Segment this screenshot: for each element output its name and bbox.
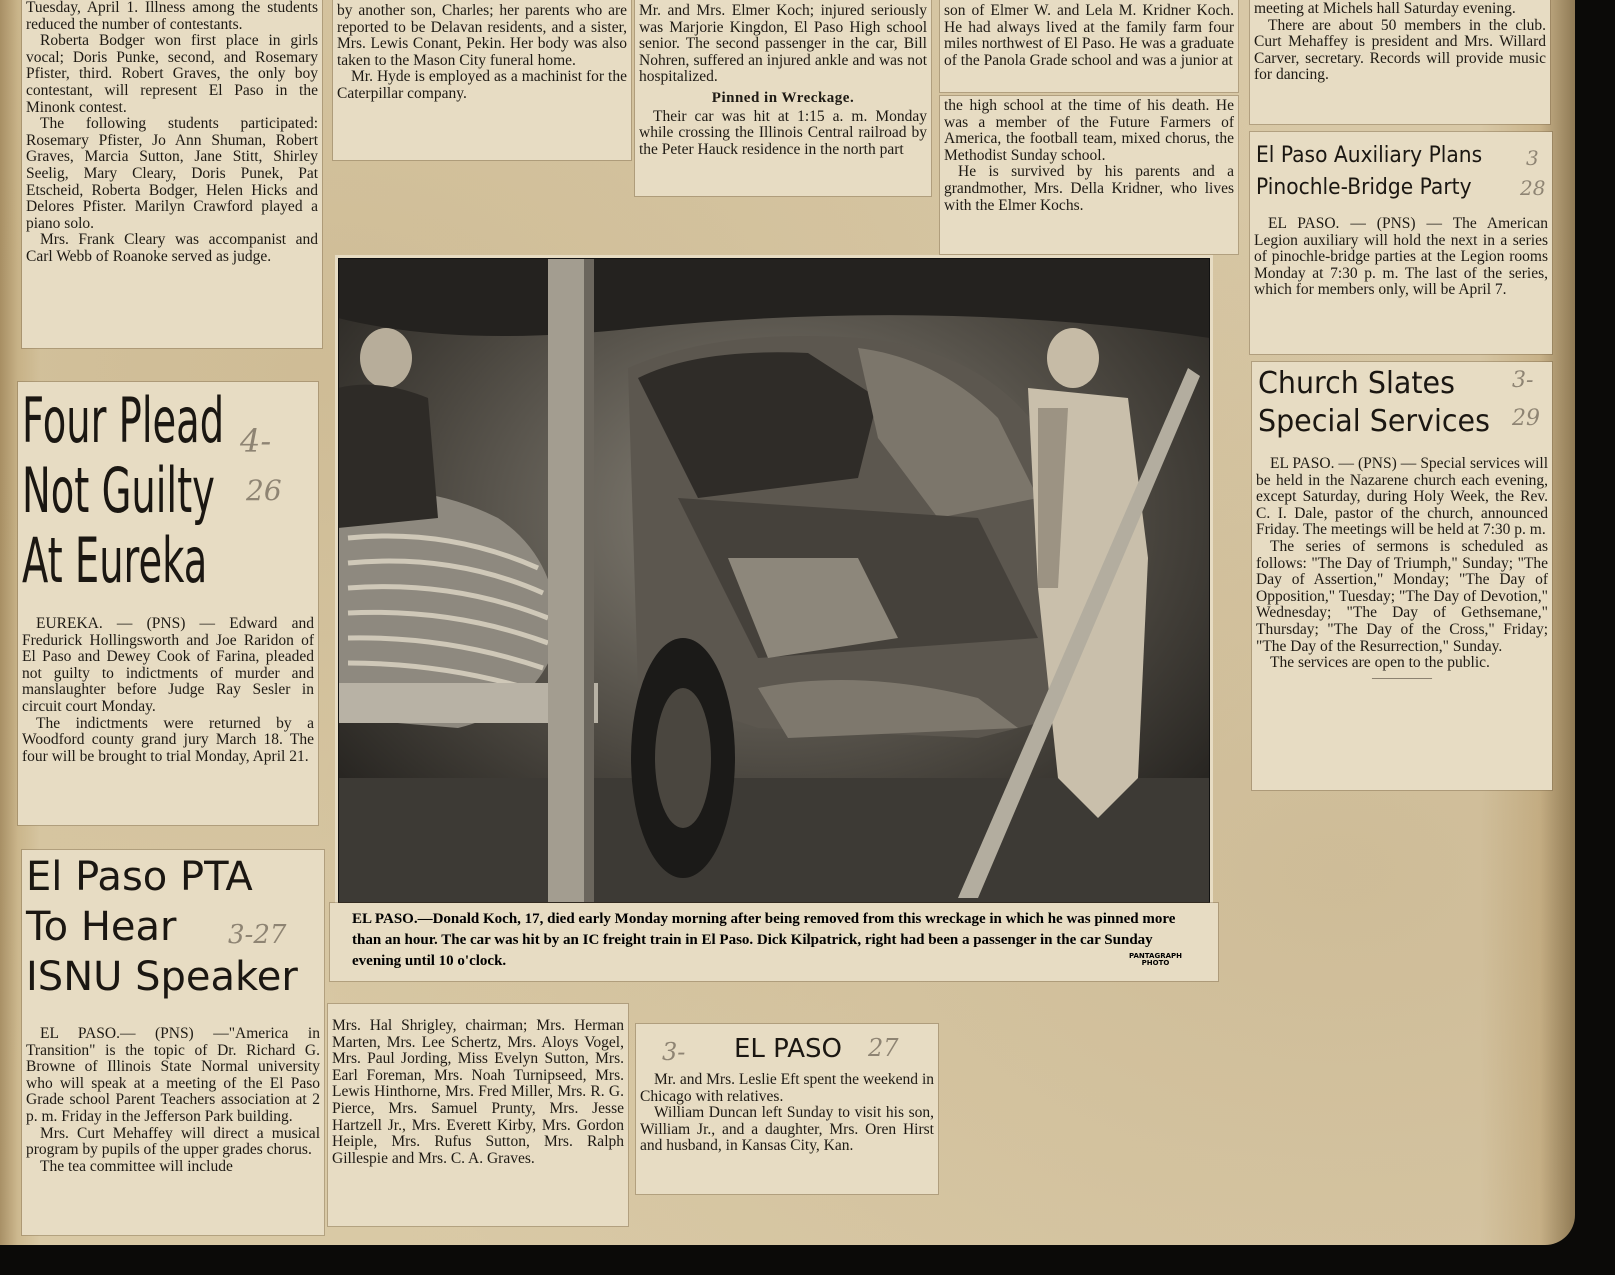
four-plead-body-2: The indictments were returned by a Woodford county grand jury March 18. The four will be brought to trial Monday, April 21. (22, 714, 314, 765)
four-plead-dateline: EUREKA. — (PNS) — (36, 615, 216, 632)
contest-participants: The following students participated: Rosemary Pfister, Jo Ann Shuman, Robert Graves, Marcia Sutton, Jane Stitt, Shirley Seelig, Mary Cleary, Doris Punek, Pat Etscheid, Roberta Bodger, Helen Hicks and Delores Pfister. Marilyn Crawford played a piano solo. (26, 115, 318, 232)
pta-headline-3: ISNU Speaker (26, 954, 298, 1000)
koch-obituary-clipping-top (940, 0, 1238, 92)
contest-results-clipping (22, 0, 322, 348)
pta-date-note: 3-27 (228, 920, 287, 950)
pinned-in-wreckage-subhead: Pinned in Wreckage. (711, 89, 855, 106)
el-paso-brief-date-note-2: 27 (868, 1034, 899, 1062)
wreck-story-body-1: Mr. and Mrs. Elmer Koch; injured seriously was Marjorie Kingdon, El Paso High school senior. The second passenger in the car, Bill Nohren, suffered an injured ankle and was not hospitalized. (639, 2, 927, 86)
photo-credit-line-1: PANTAGRAPH (1129, 952, 1182, 960)
auxiliary-date-note-1: 3 (1526, 146, 1539, 170)
hyde-obituary-clipping (333, 0, 631, 160)
el-paso-brief-headline: EL PASO (734, 1034, 842, 1064)
church-date-note-2: 29 (1512, 406, 1540, 431)
auxiliary-headline-2: Pinochle-Bridge Party (1256, 175, 1472, 200)
contest-accompanist: Mrs. Frank Cleary was accompanist and Carl Webb of Roanoke served as judge. (26, 231, 318, 265)
photo-caption-text: EL PASO.—Donald Koch, 17, died early Monday morning after being removed from this wreckage in which he was pinned more than an hour. The car was hit by an IC freight train in El Paso. Dick Kilpatrick, right had been a passenger in the car Sunday evening until 10 o'clock. (352, 911, 1176, 969)
pta-body-2: Mrs. Curt Mehaffey will direct a musical program by pupils of the upper grades chorus. (26, 1124, 320, 1159)
wreckage-photo (338, 258, 1210, 903)
church-end-rule: —————— (1372, 672, 1432, 684)
dance-club-body-1: meeting at Michels hall Saturday evening. (1254, 0, 1516, 17)
four-plead-headline-1: Four Plead (22, 384, 225, 457)
koch-body-b1: the high school at the time of his death. He was a member of the Future Farmers of America, the football team, mixed chorus, the Methodist Sunday school. (944, 97, 1234, 164)
four-plead-date-note-2: 26 (246, 474, 282, 507)
church-date-note-1: 3- (1512, 368, 1534, 393)
wreck-story-body-2: Their car was hit at 1:15 a. m. Monday while crossing the Illinois Central railroad by the Peter Hauck residence in the north part (639, 107, 927, 158)
photo-credit (1129, 953, 1182, 967)
pta-clipping (22, 850, 324, 1235)
hyde-body-2: Mr. Hyde is employed as a machinist for the Caterpillar company. (337, 68, 627, 102)
pta-body-1: "America in Transition" is the topic of Dr. Richard G. Browne of Illinois State Normal university who will speak at a meeting of the El Paso Grade school Parent Teachers association at 2 p. m. Friday in the Jefferson Park building. (26, 1025, 320, 1125)
auxiliary-clipping (1250, 132, 1552, 354)
four-plead-clipping (18, 382, 318, 825)
four-plead-headline-3: At Eureka (22, 524, 208, 597)
koch-obituary-clipping-bottom (940, 96, 1238, 254)
dance-club-clipping (1250, 0, 1550, 124)
church-body-3: The services are open to the public. (1270, 654, 1490, 672)
photo-credit-line-2: PHOTO (1141, 959, 1170, 967)
el-paso-brief-date-note-1: 3- (662, 1038, 686, 1066)
church-body-2: The series of sermons is scheduled as follows: "The Day of Triumph," Sunday; "The Day of Assertion," Monday; "The Day of Opposition," Tuesday; "The Day of Devotion," Wednesday; "The Day of Gethsemane," Thursday; "The Day of the Cross," Friday; "The Day of the Resurrection," Sunday. (1256, 537, 1548, 655)
tea-committee-body: Mrs. Hal Shrigley, chairman; Mrs. Herman Marten, Mrs. Lee Schertz, Mrs. Aloys Vogel, Mrs. Paul Jording, Miss Evelyn Sutton, Mrs. Earl Foreman, Mrs. Noah Turnipseed, Mrs. Lewis Hinthorne, Mrs. Fred Miller, Mrs. R. G. Pierce, Mrs. Samuel Prunty, Mrs. Jesse Hartzell Jr., Mrs. Everett Kirby, Mrs. Gordon Heiple, Mrs. Rufus Sutton, Mrs. Ralph Gillespie and Mrs. C. A. Graves. (332, 1017, 624, 1167)
tea-committee-clipping (328, 1004, 628, 1226)
church-headline-2: Special Services (1258, 404, 1490, 439)
church-body-1: Special services will be held in the Nazarene church each evening, except Saturday, during Holy Week, the Rev. C. I. Dale, pastor of the church, announced Friday. The meetings will be held at 7:30 p. m. (1256, 455, 1549, 539)
church-headline-1: Church Slates (1258, 366, 1455, 401)
auxiliary-body: The American Legion auxiliary will hold the next in a series of pinochle-bridge parties at the Legion rooms Monday at 7:30 p. m. The last of the series, which for members only, will be April 7. (1254, 215, 1548, 299)
koch-body-a: son of Elmer W. and Lela M. Kridner Koch. He had always lived at the family farm four miles northwest of El Paso. He was a graduate of the Panola Grade school and was a junior at (944, 2, 1234, 69)
el-paso-brief-body-2: William Duncan left Sunday to visit his son, William Jr., and a daughter, Mrs. Oren Hirst and husband, in Kansas City, Kan. (640, 1104, 934, 1155)
wreck-story-clipping (635, 0, 931, 196)
el-paso-brief-clipping (636, 1024, 938, 1194)
auxiliary-date-note-2: 28 (1520, 176, 1546, 200)
pta-headline-2: To Hear (26, 904, 177, 950)
pta-headline-1: El Paso PTA (26, 854, 253, 900)
el-paso-brief-body-1: Mr. and Mrs. Leslie Eft spent the weekend in Chicago with relatives. (640, 1071, 934, 1105)
church-clipping (1252, 362, 1552, 790)
dance-club-body-2: There are about 50 members in the club. Curt Mehaffey is president and Mrs. Willard Carver, secretary. Records will provide music for dancing. (1254, 16, 1546, 84)
four-plead-date-note-1: 4- (240, 422, 272, 460)
auxiliary-headline-1: El Paso Auxiliary Plans (1256, 143, 1483, 168)
contest-intro: Tuesday, April 1. Illness among the students reduced the number of contestants. (26, 0, 318, 33)
koch-body-b2: He is survived by his parents and a grandmother, Mrs. Della Kridner, who lives with the Elmer Kochs. (944, 163, 1234, 214)
auxiliary-dateline: EL PASO. — (PNS) — (1268, 215, 1443, 232)
four-plead-headline-2: Not Guilty (22, 454, 215, 527)
four-plead-body-1: Edward and Fredurick Hollingsworth and Joe Raridon of El Paso and Dewey Cook of Farina, pleaded not guilty to indictments of murder and manslaughter before Judge Ray Sesler in circuit court Monday. (22, 615, 314, 715)
wreckage-photo-image (338, 258, 1210, 903)
pta-dateline: EL PASO.— (PNS) — (40, 1025, 229, 1042)
hyde-body-1: by another son, Charles; her parents who are reported to be Delavan residents, and a sister, Mrs. Lewis Conant, Pekin. Her body was also taken to the Mason City funeral home. (337, 2, 627, 69)
photo-caption (330, 903, 1218, 981)
pta-body-3: The tea committee will include (40, 1157, 233, 1175)
church-dateline: EL PASO. — (PNS) — (1270, 455, 1417, 472)
contest-winners: Roberta Bodger won first place in girls vocal; Doris Punke, second, and Rosemary Pfister, third. Robert Graves, the only boy contestant, will represent El Paso in the Minonk contest. (26, 32, 318, 116)
